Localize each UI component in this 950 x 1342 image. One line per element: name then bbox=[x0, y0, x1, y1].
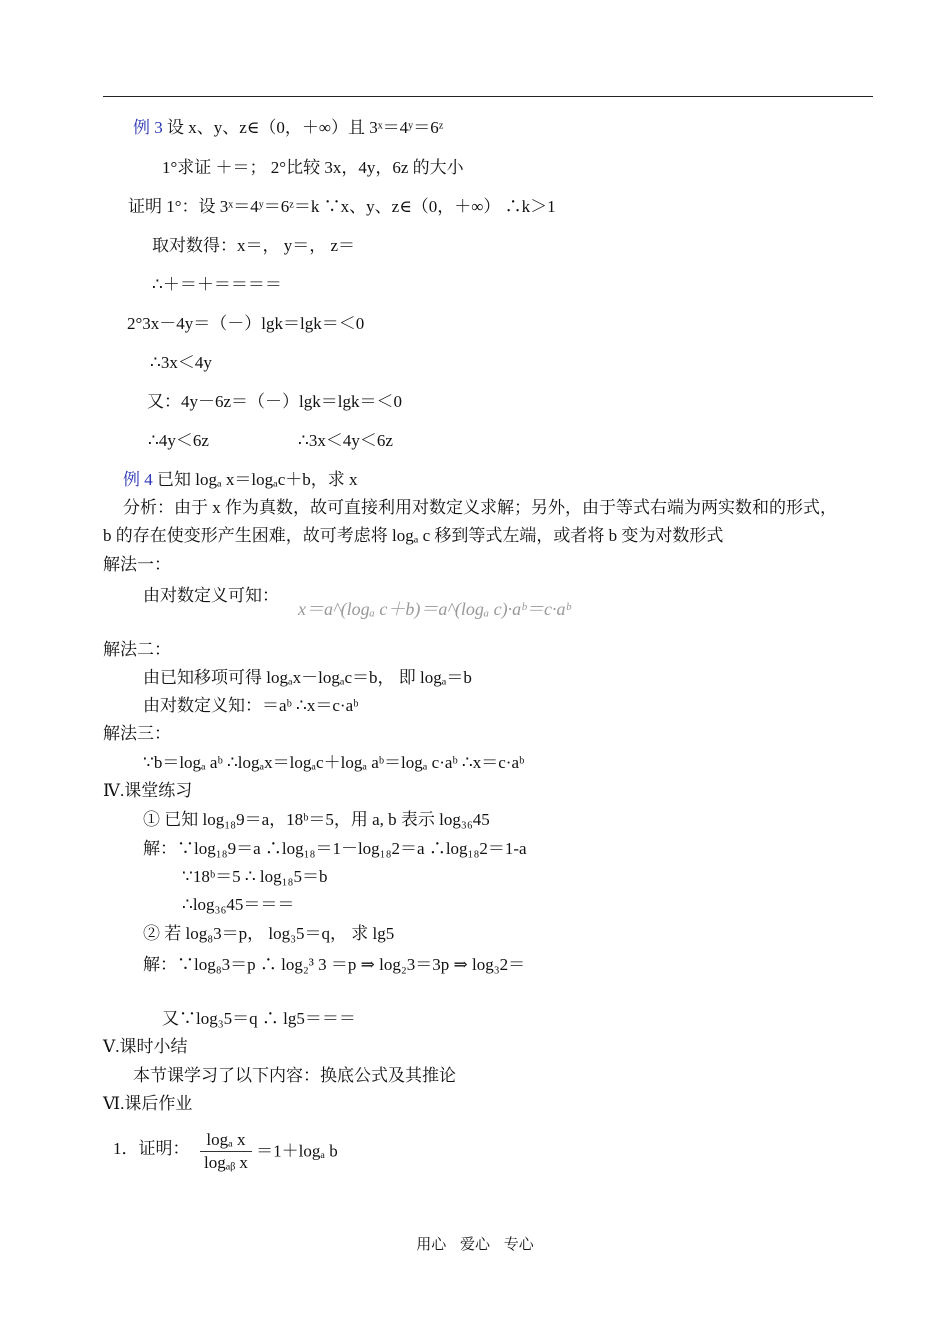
example-3-label: 例 3 bbox=[133, 118, 163, 137]
formula-rhs: ＝1＋logₐ b bbox=[256, 1141, 338, 1161]
homework-heading: Ⅵ.课后作业 bbox=[103, 1094, 193, 1113]
summary-text: 本节课学习了以下内容：换底公式及其推论 bbox=[133, 1066, 456, 1085]
example-3-text: 设 x、y、z∈（0，＋∞）且 3ˣ＝4ʸ＝6ᶻ bbox=[167, 118, 444, 137]
solution-1-text: 由对数定义可知： bbox=[143, 586, 279, 605]
proof-line-7b: ∴3x＜4y＜6z bbox=[298, 431, 393, 450]
footer-text-3: 专心 bbox=[503, 1237, 534, 1253]
example-3-title bbox=[133, 117, 443, 139]
summary-heading: Ⅴ.课时小结 bbox=[103, 1037, 188, 1056]
analysis-line-1: 分析：由于 x 作为真数，故可直接利用对数定义求解；另外，由于等式右端为两实数和的形式， bbox=[123, 498, 837, 517]
practice-2-step-1: 解：∵log₈3＝p ∴ log₂³ 3 ＝p ⇒ log₂3＝3p ⇒ log₃2＝ bbox=[143, 955, 526, 974]
practice-1-step-1: 解：∵log₁₈9＝a ∴log₁₈＝1－log₁₈2＝a ∴log₁₈2＝1-a bbox=[143, 839, 527, 858]
practice-1-step-3: ∴log₃₆45＝＝＝ bbox=[182, 895, 295, 914]
proof-line-7a: ∴4y＜6z bbox=[148, 431, 209, 450]
solution-1-heading: 解法一： bbox=[103, 555, 171, 574]
proof-line-2: 取对数得：x＝， y＝， z＝ bbox=[152, 236, 356, 255]
example-4-text: 已知 logₐ x＝logₐc＋b，求 x bbox=[157, 470, 358, 489]
fraction-numerator: logₐ x bbox=[200, 1130, 252, 1152]
footer-text-1: 用心 bbox=[416, 1237, 447, 1253]
solution-3-line: ∵b＝logₐ aᵇ ∴logₐx＝logₐc＋logₐ aᵇ＝logₐ c·aᵇ ∴x＝c·aᵇ bbox=[143, 753, 525, 772]
proof-line-4: 2°3x－4y＝（－）lgk＝lgk＝＜0 bbox=[127, 314, 365, 333]
proof-line-5: ∴3x＜4y bbox=[150, 353, 212, 372]
example-4-title bbox=[123, 469, 358, 491]
homework-fraction bbox=[200, 1130, 252, 1173]
solution-2-line-1: 由已知移项可得 logₐx－logₐc＝b， 即 logₐ＝b bbox=[143, 668, 472, 687]
proof-line-1: 证明 1°：设 3ˣ＝4ʸ＝6ᶻ＝k ∵x、y、z∈（0，＋∞） ∴k＞1 bbox=[128, 197, 556, 216]
solution-1-formula: x＝a^(logₐ c＋b)＝a^(logₐ c)·aᵇ＝c·aᵇ bbox=[298, 599, 571, 619]
example-3-question: 1°求证 ＋＝； 2°比较 3x，4y，6z 的大小 bbox=[162, 158, 464, 177]
footer-text-2: 爱心 bbox=[459, 1237, 490, 1253]
header-rule bbox=[103, 96, 873, 97]
solution-3-heading: 解法三： bbox=[103, 724, 171, 743]
practice-question-1: ① 已知 log₁₈9＝a，18ᵇ＝5，用 a, b 表示 log₃₆45 bbox=[143, 810, 490, 829]
analysis-line-2: b 的存在使变形产生困难，故可考虑将 logₐ c 移到等式左端，或者将 b 变为对数形式 bbox=[103, 526, 724, 545]
page-footer bbox=[0, 1233, 950, 1254]
example-4-label: 例 4 bbox=[123, 470, 153, 489]
practice-1-step-2: ∵18ᵇ＝5 ∴ log₁₈5＝b bbox=[182, 867, 328, 886]
homework-1-label: 1．证明： bbox=[113, 1139, 190, 1158]
proof-line-6: 又：4y－6z＝（－）lgk＝lgk＝＜0 bbox=[147, 392, 402, 411]
solution-2-line-2: 由对数定义知：＝aᵇ ∴x＝c·aᵇ bbox=[143, 696, 359, 715]
homework-1-formula bbox=[200, 1130, 338, 1173]
proof-line-3: ∴＋＝＋＝＝＝＝ bbox=[152, 275, 282, 294]
solution-2-heading: 解法二： bbox=[103, 640, 171, 659]
practice-heading: Ⅳ.课堂练习 bbox=[103, 781, 193, 800]
fraction-denominator: logₐᵦ x bbox=[204, 1153, 248, 1172]
practice-question-2: ② 若 log₈3＝p， log₃5＝q， 求 lg5 bbox=[143, 924, 395, 943]
practice-2-step-2: 又∵log₃5＝q ∴ lg5＝＝＝ bbox=[162, 1009, 356, 1028]
